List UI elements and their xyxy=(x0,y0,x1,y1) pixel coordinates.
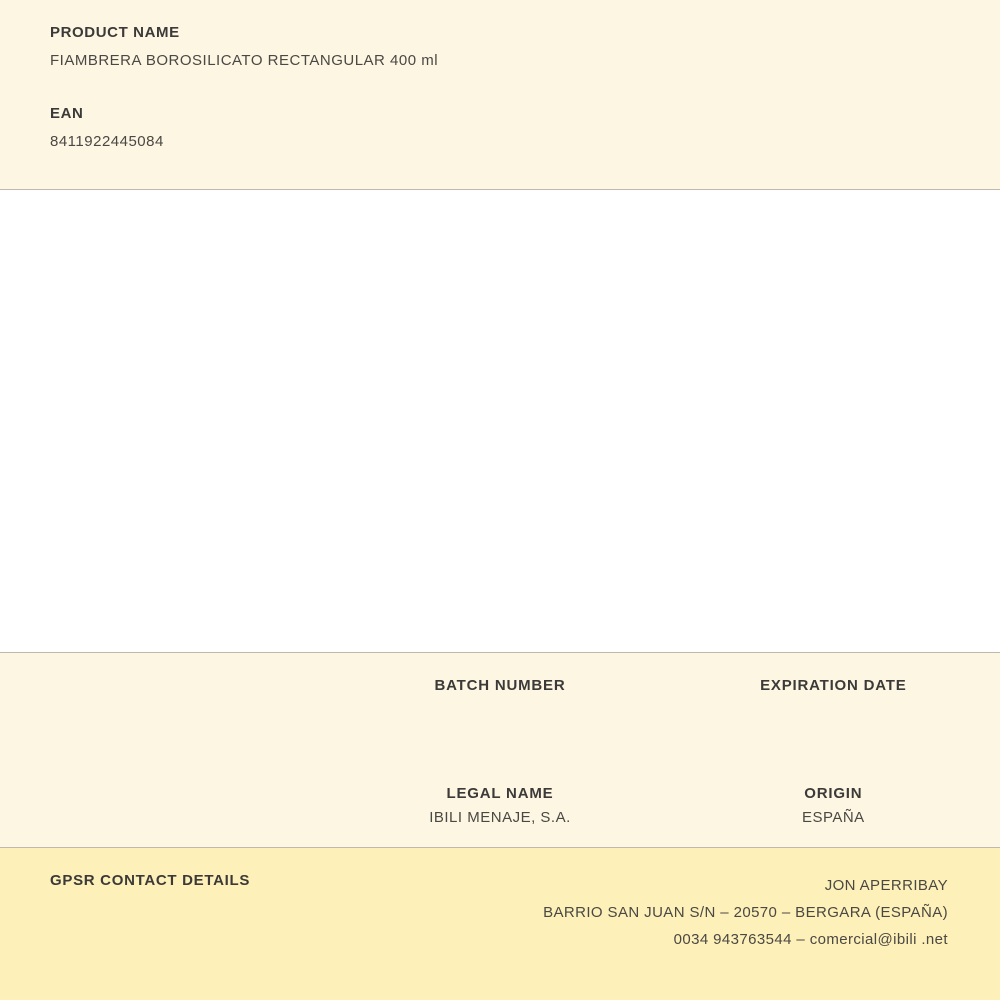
gpsr-contact-details xyxy=(543,872,948,953)
batch-number-value xyxy=(333,701,666,719)
origin-field xyxy=(667,785,1000,827)
details-spacer-left xyxy=(0,677,333,719)
gpsr-footer xyxy=(0,848,1000,1000)
expiration-date-value xyxy=(667,701,1000,719)
expiration-date-field xyxy=(667,677,1000,719)
product-details-section xyxy=(0,653,1000,848)
details-spacer-left-2 xyxy=(0,785,333,827)
gpsr-contact-address: BARRIO SAN JUAN S/N – 20570 – BERGARA (ESPAÑA) xyxy=(543,904,948,921)
product-name-value: FIAMBRERA BOROSILICATO RECTANGULAR 400 ml xyxy=(50,52,439,69)
expiration-date-label: EXPIRATION DATE xyxy=(760,677,907,694)
gpsr-contact-phone-email: 0034 943763544 – comercial@ibili .net xyxy=(673,931,948,948)
gpsr-contact-label: GPSR CONTACT DETAILS xyxy=(50,872,251,889)
product-name-field xyxy=(50,24,950,69)
ean-label: EAN xyxy=(50,105,84,122)
ean-value: 8411922445084 xyxy=(50,133,164,150)
product-header-section xyxy=(0,0,1000,190)
batch-number-field xyxy=(333,677,666,719)
product-image-area xyxy=(0,190,1000,653)
legal-name-label: LEGAL NAME xyxy=(446,785,554,802)
origin-value: ESPAÑA xyxy=(801,809,865,826)
batch-number-label: BATCH NUMBER xyxy=(434,677,566,694)
product-name-label: PRODUCT NAME xyxy=(50,24,180,41)
legal-name-field xyxy=(333,785,666,827)
origin-label: ORIGIN xyxy=(804,785,863,802)
details-row-legal xyxy=(0,785,1000,827)
gpsr-contact-name: JON APERRIBAY xyxy=(824,877,948,894)
ean-field xyxy=(50,105,950,150)
legal-name-value: IBILI MENAJE, S.A. xyxy=(429,809,571,826)
details-row-batch xyxy=(0,677,1000,719)
